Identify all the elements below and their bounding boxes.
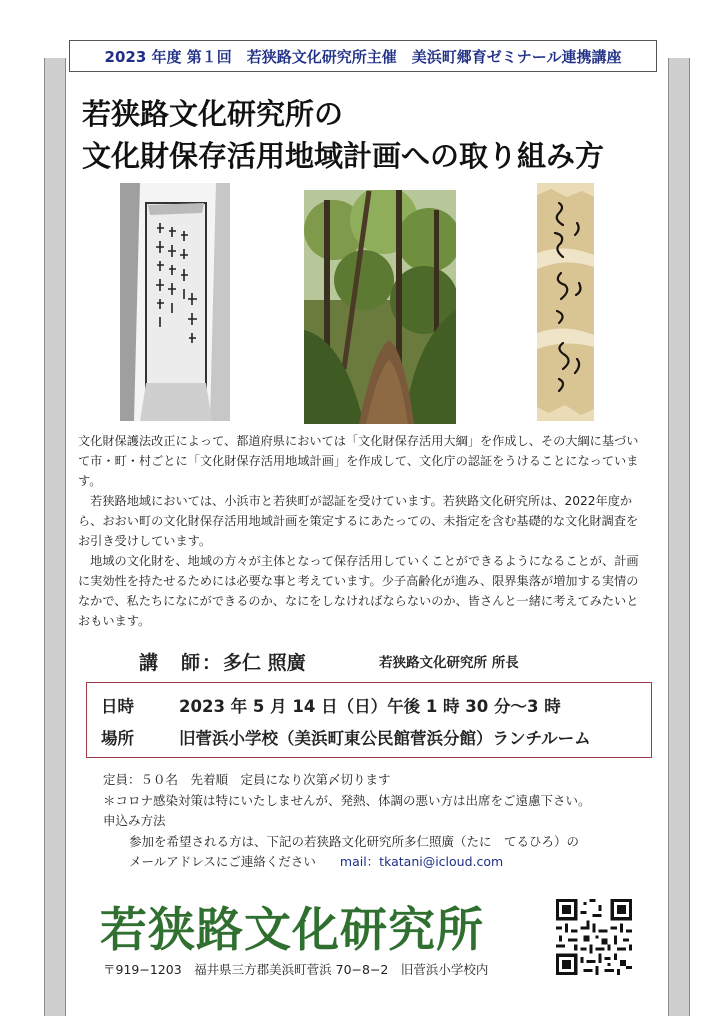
notes-section [103, 770, 591, 873]
organization-name: 若狭路文化研究所 [100, 903, 484, 958]
lecturer-name: 多仁 照廣 [223, 652, 306, 674]
handwritten-scroll-photo [537, 183, 594, 421]
series-header: 2023 年度 第１回 若狭路文化研究所主催 美浜町郷育ゼミナール連携講座 [69, 40, 657, 72]
covid-note: ＊コロナ感染対策は特にいたしませんが、発熱、体調の悪い方は出席をご遠慮下さい。 [103, 792, 591, 808]
lecturer-line [139, 648, 519, 675]
left-decorative-bar [44, 58, 66, 1016]
event-info-box [86, 682, 652, 758]
place-label: 場所 [101, 729, 134, 748]
event-date-row [101, 693, 561, 717]
apply-line-1: 参加を希望される方は、下記の若狭路文化研究所多仁照廣（たに てるひろ）の [129, 833, 580, 849]
right-decorative-bar [668, 58, 690, 1016]
place-value: 旧菅浜小学校（美浜町東公民館菅浜分館）ランチルーム [179, 729, 591, 748]
event-place-row [101, 725, 591, 749]
title-line-2: 文化財保存活用地域計画への取り組み方 [82, 139, 605, 173]
contact-email[interactable]: mail：tkatani@icloud.com [339, 854, 504, 869]
lecturer-label: 講 師： [139, 652, 224, 674]
intro-paragraph-3: 地域の文化財を、地域の方々が主体となって保存活用していくことができるようになることが、計画に実効性を持たせるためには必要な事と考えています。少子高齢化が進み、限界集落が増加する実情のなかで、私たちになにができるのか、なにをしなければならないのか、皆さんと一緒に考えてみたいとおもいます。 [78, 554, 639, 628]
intro-paragraph-1: 文化財保護法改正によって、都道府県においては「文化財保存活用大綱」を作成し、その大綱に基づいて市・町・村ごとに「文化財保存活用地域計画」を作成して、文化庁の認証をうけることになっています。 [78, 434, 639, 488]
forest-path-photo [304, 190, 456, 424]
apply-line-2 [103, 852, 591, 873]
date-label: 日時 [101, 697, 134, 716]
stone-monument-photo [120, 183, 230, 421]
title-line-1: 若狭路文化研究所の [82, 97, 344, 131]
intro-paragraph-2: 若狭路地域においては、小浜市と若狭町が認証を受けています。若狭路文化研究所は、2022年度から、おおい町の文化財保存活用地域計画を策定するにあたっての、未指定を含む基礎的な文化財調査をお引き受けしています。 [78, 494, 639, 548]
lecturer-affiliation: 若狭路文化研究所 所長 [379, 655, 519, 671]
organization-address: 〒919−1203 福井県三方郡美浜町菅浜 70−8−2 旧菅浜小学校内 [103, 962, 489, 977]
date-value: 2023 年 5 月 14 日（日）午後 1 時 30 分～3 時 [179, 697, 561, 716]
capacity-note: 定員：５０名 先着順 定員になり次第〆切ります [103, 772, 391, 787]
qr-code-icon[interactable] [556, 899, 632, 975]
apply-heading: 申込み方法 [103, 813, 166, 828]
apply-line-2-text: メールアドレスにご連絡ください [129, 854, 316, 869]
